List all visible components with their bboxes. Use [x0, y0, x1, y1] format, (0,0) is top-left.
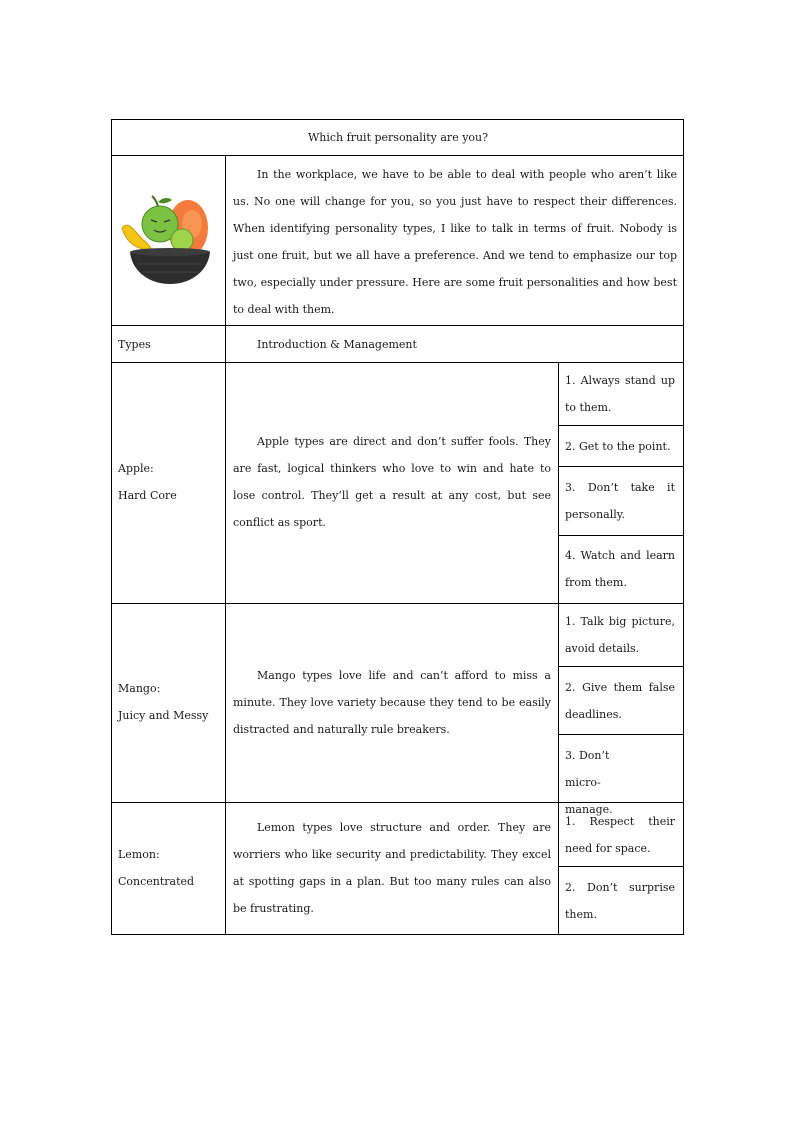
fruit-subtitle: Juicy and Messy: [118, 709, 209, 722]
fruit-label: Lemon:: [118, 848, 160, 861]
mango-tip-1: 1. Talk big picture, avoid details.: [565, 615, 675, 655]
apple-description: Apple types are direct and don’t suffer fools. They are fast, logical thinkers who love to win and hate to lose control. They’ll get a result at any cost, but see conflict as sport.: [233, 435, 551, 529]
lemon-tip-1: 1. Respect their need for space.: [565, 815, 675, 855]
intro-paragraph: In the workplace, we have to be able to deal with people who aren’t like us. No one will change for you, so you just have to respect their differences. When identifying personality types, I like to talk in terms of fruit. Nobody is just one fruit, but we all have a preference. And we tend to emphasize our top two, especially under pressure. Here are some fruit personalities and how best to deal with them.: [233, 168, 677, 316]
apple-tip-3: 3. Don’t take it personally.: [565, 481, 675, 521]
fruit-subtitle: Concentrated: [118, 875, 195, 888]
header-types: Types: [118, 338, 151, 351]
lemon-description: Lemon types love structure and order. They are worriers who like security and predictability. They excel at spotting gaps in a plan. But too many rules can also be frustrating.: [233, 821, 551, 915]
mango-tip-2: 2. Give them false deadlines.: [565, 681, 675, 721]
fruit-bowl-illustration: [118, 190, 218, 288]
fruit-name-apple: [118, 455, 177, 509]
fruit-name-mango: [118, 675, 208, 729]
fruit-label: Mango:: [118, 682, 161, 695]
fruit-label: Apple:: [118, 462, 154, 475]
mango-tip-3: 3. Don’t micro-manage.: [565, 749, 613, 816]
table-title: Which fruit personality are you?: [307, 131, 489, 144]
mango-description: Mango types love life and can’t afford to miss a minute. They love variety because they tend to be easily distracted and naturally rule breakers.: [233, 669, 551, 736]
lemon-tip-2: 2. Don’t surprise them.: [565, 881, 675, 921]
fruit-subtitle: Hard Core: [118, 489, 177, 502]
header-introduction-management: Introduction & Management: [257, 338, 417, 351]
apple-tip-1: 1. Always stand up to them.: [565, 374, 675, 414]
apple-tip-4: 4. Watch and learn from them.: [565, 549, 675, 589]
apple-tip-2: 2. Get to the point.: [565, 440, 671, 453]
fruit-name-lemon: [118, 841, 194, 895]
